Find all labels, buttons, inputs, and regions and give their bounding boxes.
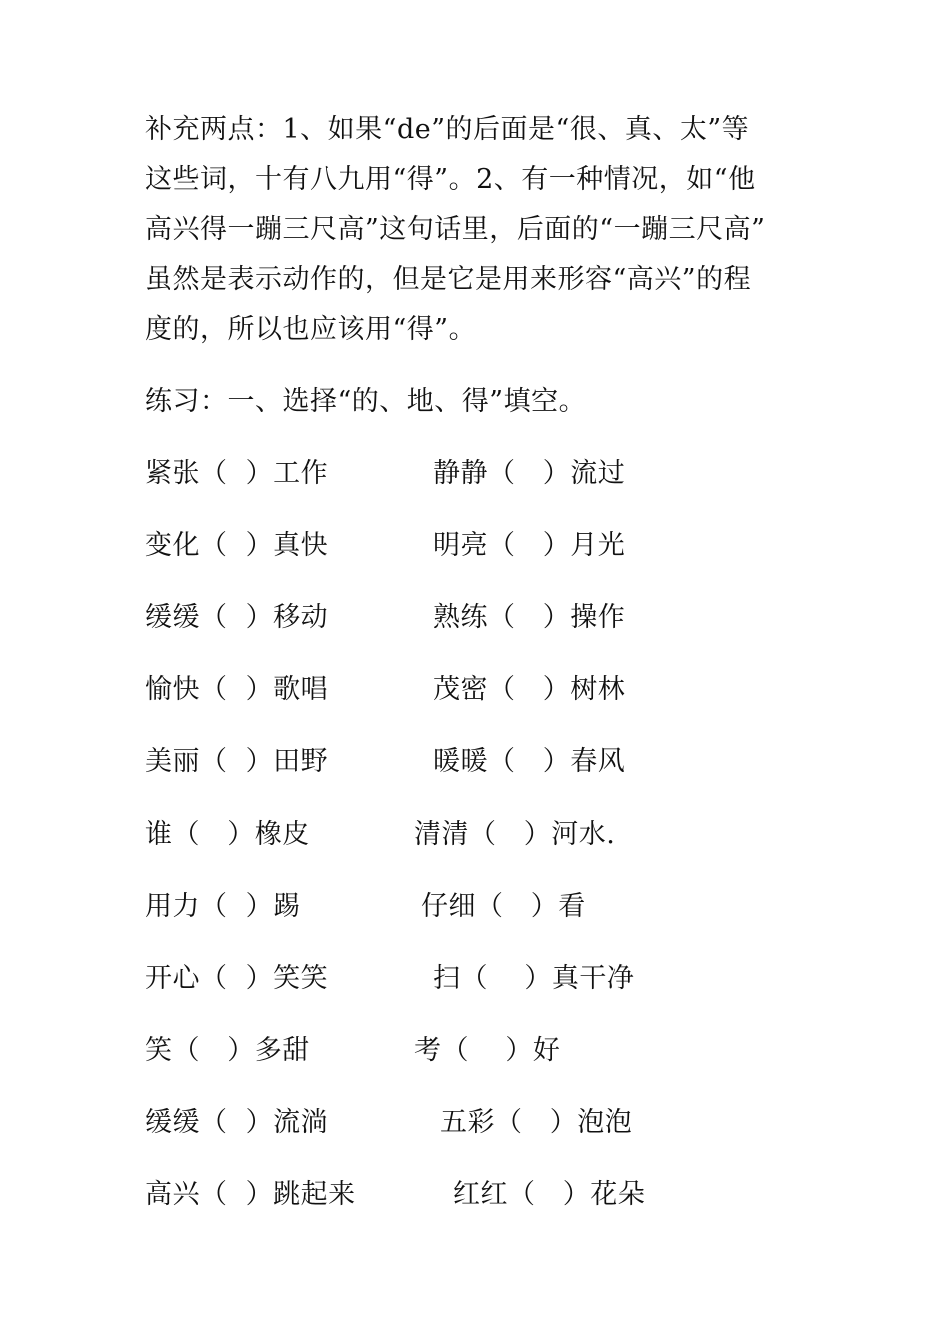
exercise-item-left: 谁（ ）橡皮 xyxy=(145,819,310,850)
exercise-item-left: 缓缓（ ）流淌 xyxy=(145,1107,329,1138)
exercise-item-right: 暖暖（ ）春风 xyxy=(433,746,626,777)
exercise-item-right: 茂密（ ）树林 xyxy=(433,674,626,705)
paragraph-line: 度的，所以也应该用“得”。 xyxy=(145,314,477,345)
exercise-item-left: 紧张（ ）工作 xyxy=(145,458,329,489)
exercise-item-left: 用力（ ）踢 xyxy=(145,891,301,922)
exercise-item-left: 愉快（ ）歌唱 xyxy=(145,674,329,705)
exercise-item-right: 考（ ）好 xyxy=(414,1035,561,1066)
exercise-item-right: 扫（ ）真干净 xyxy=(433,963,635,994)
paragraph-line: 高兴得一蹦三尺高”这句话里，后面的“一蹦三尺高” xyxy=(145,214,766,245)
exercise-item-right: 仔细（ ）看 xyxy=(421,891,586,922)
exercise-item-left: 变化（ ）真快 xyxy=(145,530,329,561)
exercise-item-right: 明亮（ ）月光 xyxy=(433,530,626,561)
paragraph-line: 虽然是表示动作的，但是它是用来形容“高兴”的程 xyxy=(145,264,752,295)
paragraph-line: 这些词，十有八九用“得”。2、有一种情况，如“他 xyxy=(145,164,756,195)
exercise-item-left: 笑（ ）多甜 xyxy=(145,1035,310,1066)
exercise-item-right: 清清（ ）河水. xyxy=(414,819,616,850)
exercise-item-right: 五彩（ ）泡泡 xyxy=(440,1107,633,1138)
exercise-item-left: 开心（ ）笑笑 xyxy=(145,963,329,994)
exercise-item-right: 熟练（ ）操作 xyxy=(433,602,626,633)
paragraph-line: 补充两点：1、如果“de”的后面是“很、真、太”等 xyxy=(145,114,750,145)
exercise-item-right: 红红（ ）花朵 xyxy=(453,1179,646,1210)
exercise-item-right: 静静（ ）流过 xyxy=(433,458,626,489)
exercise-item-left: 高兴（ ）跳起来 xyxy=(145,1179,356,1210)
exercise-title: 练习：一、选择“的、地、得”填空。 xyxy=(145,386,587,417)
exercise-item-left: 缓缓（ ）移动 xyxy=(145,602,329,633)
exercise-item-left: 美丽（ ）田野 xyxy=(145,746,329,777)
